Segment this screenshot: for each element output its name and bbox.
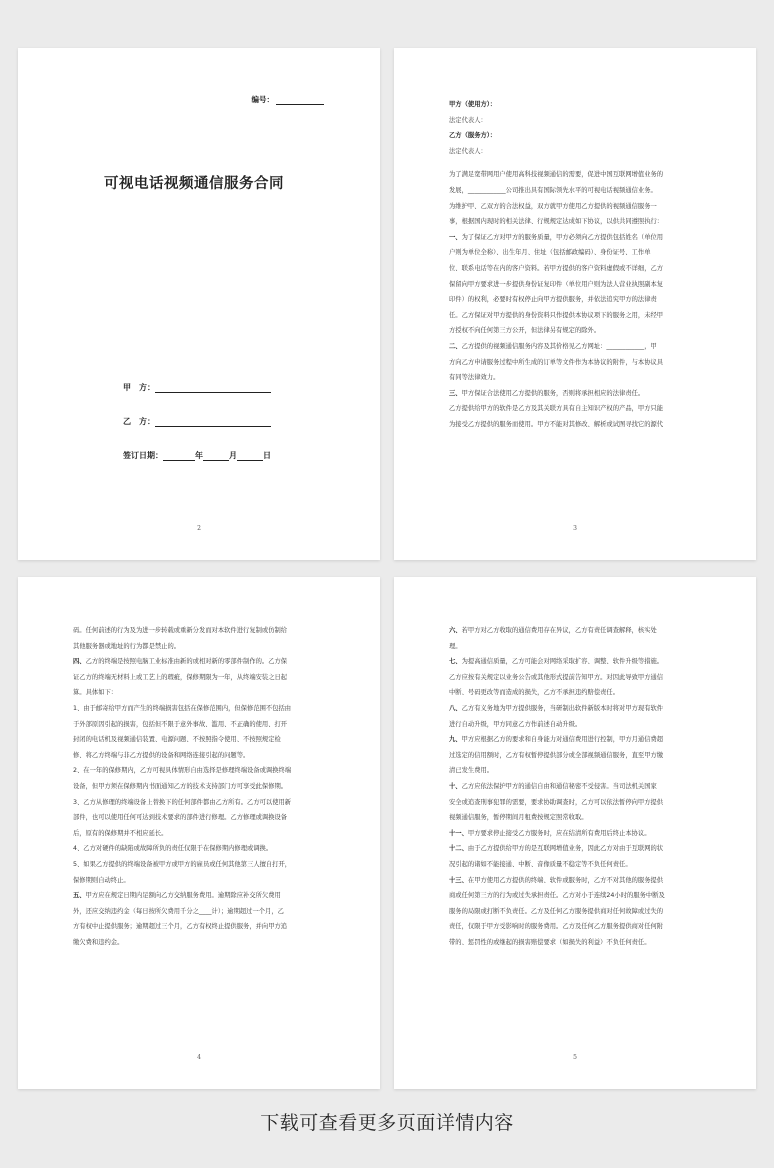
clause-text: 乙方的终端是按照电脑工业标准由新的或相对新的零部件制作的。乙方保 xyxy=(85,658,288,666)
download-more-caption: 下载可查看更多页面详情内容 xyxy=(260,1112,514,1134)
contract-page-3 xyxy=(394,48,756,560)
contract-page-5 xyxy=(394,577,756,1089)
party-b-signature-line xyxy=(123,416,271,427)
contract-line: 5、如果乙方提供的终端设备被甲方或甲方的雇员或任何其他第三人擅自打开， xyxy=(73,860,292,868)
contract-line: 方有权中止提供服务；逾期超过三个月，乙方有权终止提供服务，并向甲方追 xyxy=(73,923,288,931)
contract-line: 发展，____________公司推出具有国际领先水平的可视电话视频通信业务。 xyxy=(449,186,657,194)
contract-line: 法定代表人： xyxy=(449,116,487,124)
contract-line xyxy=(449,841,701,857)
contract-line: 码。任何前述的行为及为进一步转载或重新分发而对本软件进行复制或仿制给 xyxy=(73,627,288,634)
contract-line: 印件）的权利，必要时有权停止向甲方提供服务，并依法追究甲方的法律责 xyxy=(449,296,657,304)
contract-line: 后，原有的保修期并不相应延长。 xyxy=(73,829,168,837)
contract-line: 于外部原因引起的损害，包括但不限于意外事故、滥用、不正确的使用、打开 xyxy=(73,720,288,728)
contract-line xyxy=(449,826,701,842)
page-number: 3 xyxy=(573,525,577,532)
clause-text: 乙方提供的视频通信服务内容及其价格见乙方网址：____________，甲 xyxy=(461,342,657,350)
clause-text: 甲方要求停止接受乙方服务时，应在结清所有费用后终止本协议。 xyxy=(467,829,651,837)
contract-line xyxy=(73,654,325,670)
contract-line: 户则为单位全称）、出生年月、住址（包括邮政编码）、身份证号、工作单 xyxy=(449,249,651,257)
page-5-body xyxy=(449,623,701,950)
contract-line: 进行自动升级，甲方同意乙方作前述自动升级。 xyxy=(449,720,582,728)
contract-line: 况引起的诸如不能接通、中断、音像质量不稳定等不负任何责任。 xyxy=(449,860,632,868)
contract-line: 服务的局限或打断不负责任。乙方及任何乙方服务提供商对任何故障或过失的 xyxy=(449,907,664,915)
contract-line: 设备，但甲方须在保修期内书面通知乙方的技术支持部门方可享受此保修期。 xyxy=(73,782,288,790)
clause-number: 六、 xyxy=(449,627,462,634)
clause-text: 乙方有义务地为甲方提供服务，当研制出软件新版本时将对甲方现有软件 xyxy=(461,704,664,712)
contract-line: 过选定的信用额时，乙方有权暂停提供部分或全部视频通信服务，直至甲方缴 xyxy=(449,751,664,759)
contract-line: 为维护甲、乙双方的合法权益，双方就甲方使用乙方提供的视频通信服务一 xyxy=(449,202,657,210)
contract-title-text: 可视电话视频通信服务合同 xyxy=(104,176,284,192)
party-a-label: 甲 方： xyxy=(123,383,155,392)
contract-line: 任。乙方保证对甲方提供的身份资料只作提供本协议项下的服务之用，未经甲 xyxy=(449,311,664,319)
contract-line: 修、将乙方终端与非乙方提供的设备和网络连接引起的问题等。 xyxy=(73,751,250,759)
clause-text: 甲方应根据乙方的要求和自身能力对通信费用进行控制，甲方月通信费超 xyxy=(461,736,664,744)
contract-line xyxy=(449,732,701,748)
clause-number: 三、 xyxy=(449,389,462,397)
page-4-body xyxy=(73,623,325,950)
clause-number: 二、 xyxy=(449,342,462,350)
contract-line: 4、乙方对硬件的缺陷或故障所负的责任仅限于在保修期内修理或调换。 xyxy=(73,845,273,853)
contract-line: 缴欠费和违约金。 xyxy=(73,938,124,946)
contract-line: 乙方应按有关规定以业务公告或其他形式提前告知甲方。对因此导致甲方通信 xyxy=(449,673,664,681)
party-b-blank xyxy=(155,417,271,427)
contract-line: 证乙方的终端无材料上或工艺上的瑕疵，保修期限为一年，从终端安装之日起 xyxy=(73,673,288,681)
contract-line: 位、联系电话等在内的客户资料。若甲方提供的客户资料虚假或不详细，乙方 xyxy=(449,264,664,272)
contract-line: 法定代表人： xyxy=(449,147,487,155)
contract-line: 算。具体如下： xyxy=(73,689,118,697)
party-a-signature-line xyxy=(123,382,271,393)
clause-number: 十一、 xyxy=(449,829,468,837)
party-a-blank xyxy=(155,383,271,393)
contract-line: 保留向甲方要求进一步提供身份证复印件（单位用户则为法人营业执照副本复 xyxy=(449,280,664,288)
contract-number-label: 编号： xyxy=(251,95,274,104)
clause-text: 甲方应在规定日期内足额向乙方交纳服务费用。逾期除应补交所欠费用 xyxy=(85,892,281,900)
contract-number-field xyxy=(252,94,325,105)
contract-number-blank xyxy=(276,96,324,105)
clause-text: 由于乙方提供给甲方的是互联网增值业务，因此乙方对由于互联网的状 xyxy=(467,845,664,853)
page-number: 4 xyxy=(197,1054,201,1061)
contract-line: 责任，仅限于甲方受影响时的服务费用。乙方及任何乙方服务提供商对任何附 xyxy=(449,923,664,931)
contract-line xyxy=(449,779,701,795)
day-label: 日 xyxy=(263,451,271,460)
contract-line xyxy=(449,873,701,889)
contract-line xyxy=(449,339,701,355)
contract-line: 封闭的电话机及视频通信装置、电源问题、不按照指令使用、不按照规定检 xyxy=(73,736,281,744)
clause-text: 若甲方对乙方收取的通信费用存在异议，乙方有责任调查解释，核实处 xyxy=(461,627,657,634)
contract-title xyxy=(18,172,380,193)
clause-text: 为了保证乙方对甲方的服务质量，甲方必须向乙方提供包括姓名（单位用 xyxy=(461,233,664,241)
contract-line: 3、乙方从修理的终端设备上替换下的任何部件都由乙方所有。乙方可以使用新 xyxy=(73,798,292,806)
contract-page-4 xyxy=(18,577,380,1089)
month-blank xyxy=(203,451,229,461)
clause-number: 十三、 xyxy=(449,876,468,884)
contract-line: 2、在一年的保修期内，乙方可视具体情形自由选择是修理终端设备或调换终端 xyxy=(73,767,292,775)
contract-line: 方授权不向任何第三方公开，但法律另有规定的除外。 xyxy=(449,327,601,335)
contract-line: 乙方提供给甲方的软件是乙方及其关联方具有自主知识产权的产品，甲方只能 xyxy=(449,405,664,413)
clause-number: 四、 xyxy=(73,658,86,666)
day-blank xyxy=(237,451,263,461)
contract-line: 为了满足宽带网用户使用高科技视频通信的需要，促进中国互联网增值业务的 xyxy=(449,171,664,179)
contract-line: 视频通信服务，暂停期间月租费按规定照常收取。 xyxy=(449,814,588,822)
clause-number: 八、 xyxy=(449,704,462,712)
contract-line: 方向乙方申请服务过程中所生成的订单等文件作为本协议的附件，与本协议具 xyxy=(449,358,664,366)
contract-line xyxy=(73,888,325,904)
clause-number: 十、 xyxy=(449,782,462,790)
contract-line: 甲方（使用方）： xyxy=(449,101,497,108)
contract-line: 商或任何第三方的行为或过失承担责任。乙方对小于连续24小时的服务中断及 xyxy=(449,892,665,900)
page-3-body xyxy=(449,97,701,432)
month-label: 月 xyxy=(229,451,237,460)
contract-page-2 xyxy=(18,48,380,560)
clause-number: 一、 xyxy=(449,233,462,241)
contract-line: 外，还应交纳违约金（每日按所欠费用千分之____计）；逾期超过一个月，乙 xyxy=(73,907,284,915)
contract-line: 安全或追查刑事犯罪的需要，要求协助调查时，乙方可以依法暂停向甲方提供 xyxy=(449,798,664,806)
contract-line: 中断、号码更改等而造成的损失，乙方不承担违约赔偿责任。 xyxy=(449,689,620,697)
contract-line xyxy=(449,230,701,246)
contract-line: 为接受乙方提供的服务而使用。甲方不能对其修改、解析或试图寻找它的源代 xyxy=(449,420,664,428)
contract-line: 事，根据国内现时的相关法律、行规规定达成如下协议，以供共同遵照执行： xyxy=(449,218,664,226)
contract-line: 1、由于邮寄给甲方而产生的终端损害包括在保修范围内，但保修范围不包括由 xyxy=(73,704,292,712)
party-b-label: 乙 方： xyxy=(123,417,155,426)
contract-line: 保修期则自动终止。 xyxy=(73,876,130,884)
contract-line xyxy=(449,654,701,670)
contract-line: 其他服务器或地址的行为都是禁止的。 xyxy=(73,642,181,650)
clause-text: 甲方保证合法使用乙方提供的服务，否则将承担相应的法律责任。 xyxy=(461,389,645,397)
contract-line xyxy=(449,623,701,639)
sign-date-line xyxy=(123,450,271,461)
contract-line xyxy=(449,159,701,167)
clause-text: 为提高通信质量，乙方可能会对网络采取扩容、调整、软件升级等措施。 xyxy=(461,658,664,666)
year-blank xyxy=(163,451,195,461)
page-number: 2 xyxy=(197,525,201,532)
contract-line: 有同等法律效力。 xyxy=(449,374,500,382)
contract-line: 部件，也可以使用任何可达到技术要求的部件进行修理。乙方修理或调换设备 xyxy=(73,814,288,822)
contract-line: 理。 xyxy=(449,642,462,650)
year-label: 年 xyxy=(195,451,203,460)
clause-number: 九、 xyxy=(449,736,462,744)
clause-number: 十二、 xyxy=(449,845,468,853)
clause-text: 乙方应依法保护甲方的通信自由和通信秘密不受侵害。当司法机关国家 xyxy=(461,782,657,790)
clause-number: 五、 xyxy=(73,892,86,900)
contract-line: 乙方（服务方）： xyxy=(449,132,497,140)
contract-line xyxy=(449,386,701,402)
contract-line: 清已发生费用。 xyxy=(449,767,494,775)
sign-date-label: 签订日期： xyxy=(123,451,163,460)
clause-number: 七、 xyxy=(449,658,462,666)
contract-line xyxy=(449,701,701,717)
contract-line: 带的、惩罚性的或继起的损害赔偿要求（如损失的利益）不负任何责任。 xyxy=(449,938,651,946)
clause-text: 在甲方使用乙方提供的终端、软件或服务时，乙方不对其他的服务提供 xyxy=(467,876,664,884)
page-number: 5 xyxy=(573,1054,577,1061)
